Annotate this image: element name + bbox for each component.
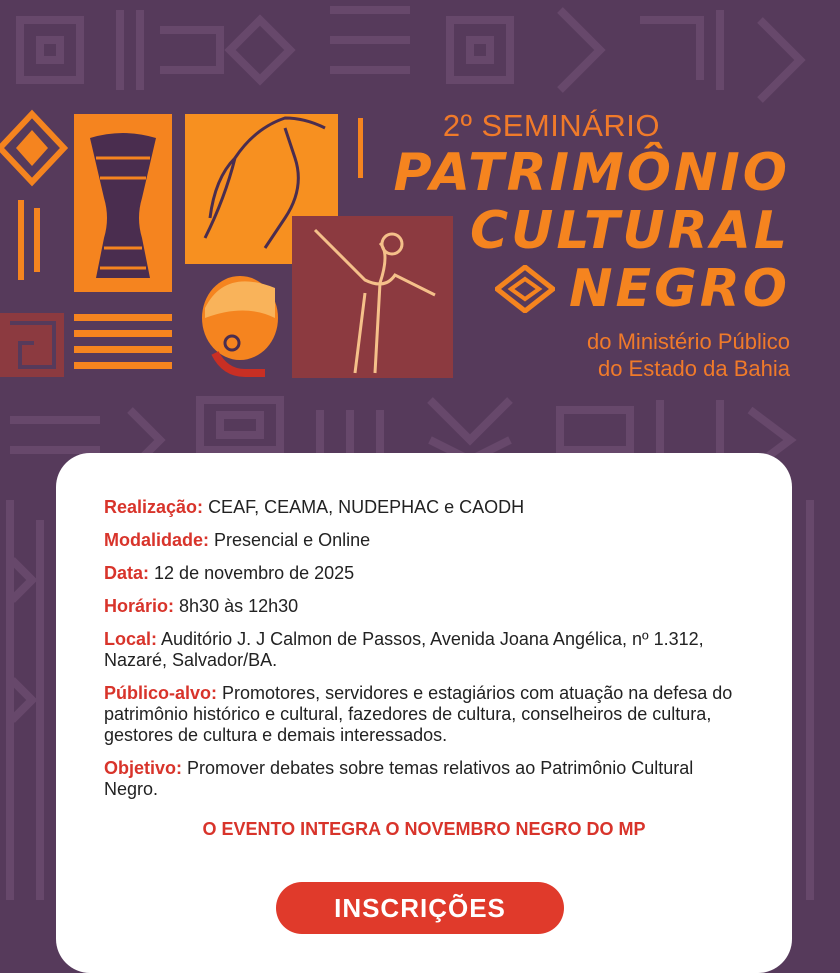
title-block	[394, 108, 791, 382]
detail-value: CEAF, CEAMA, NUDEPHAC e CAODH	[208, 497, 525, 517]
drum-icon	[74, 114, 172, 292]
detail-value: Promotores, servidores e estagiários com atuação na defesa do patrimônio histórico e cultural, fazedores de cultura, conselheiros de cultura, gestores de cultura e demais interessados.	[104, 683, 733, 745]
title-line-3-row	[394, 260, 791, 318]
detail-realizacao	[104, 497, 744, 518]
title-line-2: CULTURAL	[469, 201, 790, 261]
hero-illustration	[0, 108, 460, 388]
detail-label: Público-alvo:	[104, 683, 218, 703]
detail-value: Auditório J. J Calmon de Passos, Avenida Joana Angélica, nº 1.312, Nazaré, Salvador/BA.	[104, 629, 704, 670]
event-highlight: O EVENTO INTEGRA O NOVEMBRO NEGRO DO MP	[202, 819, 646, 839]
inscricoes-button[interactable]: INSCRIÇÕES	[276, 882, 564, 934]
detail-value: Presencial e Online	[214, 530, 371, 550]
detail-modalidade	[104, 530, 744, 551]
organization-line-2: do Estado da Bahia	[597, 356, 790, 381]
title-line-1: PATRIMÔNIO	[393, 143, 790, 203]
detail-label: Horário:	[104, 596, 175, 616]
woman-profile-icon	[202, 276, 278, 373]
detail-value: 12 de novembro de 2025	[154, 563, 355, 583]
info-card	[56, 453, 792, 973]
diamond-ornament-icon	[0, 114, 64, 182]
detail-value: 8h30 às 12h30	[179, 596, 299, 616]
spiral-icon	[0, 313, 64, 377]
detail-objetivo	[104, 758, 744, 800]
mp-logo-icon	[495, 265, 555, 313]
organization-line-1: do Ministério Público	[587, 329, 790, 354]
detail-local	[104, 629, 744, 671]
detail-publico-alvo	[104, 683, 744, 746]
detail-horario	[104, 596, 744, 617]
detail-label: Local:	[104, 629, 158, 649]
detail-label: Modalidade:	[104, 530, 210, 550]
event-details	[104, 497, 744, 812]
detail-label: Data:	[104, 563, 150, 583]
detail-label: Objetivo:	[104, 758, 183, 778]
detail-data	[104, 563, 744, 584]
detail-label: Realização:	[104, 497, 204, 517]
title-line-3: NEGRO	[569, 259, 790, 319]
edition-label: 2º SEMINÁRIO	[442, 108, 660, 143]
detail-value: Promover debates sobre temas relativos ao Patrimônio Cultural Negro.	[104, 758, 694, 799]
